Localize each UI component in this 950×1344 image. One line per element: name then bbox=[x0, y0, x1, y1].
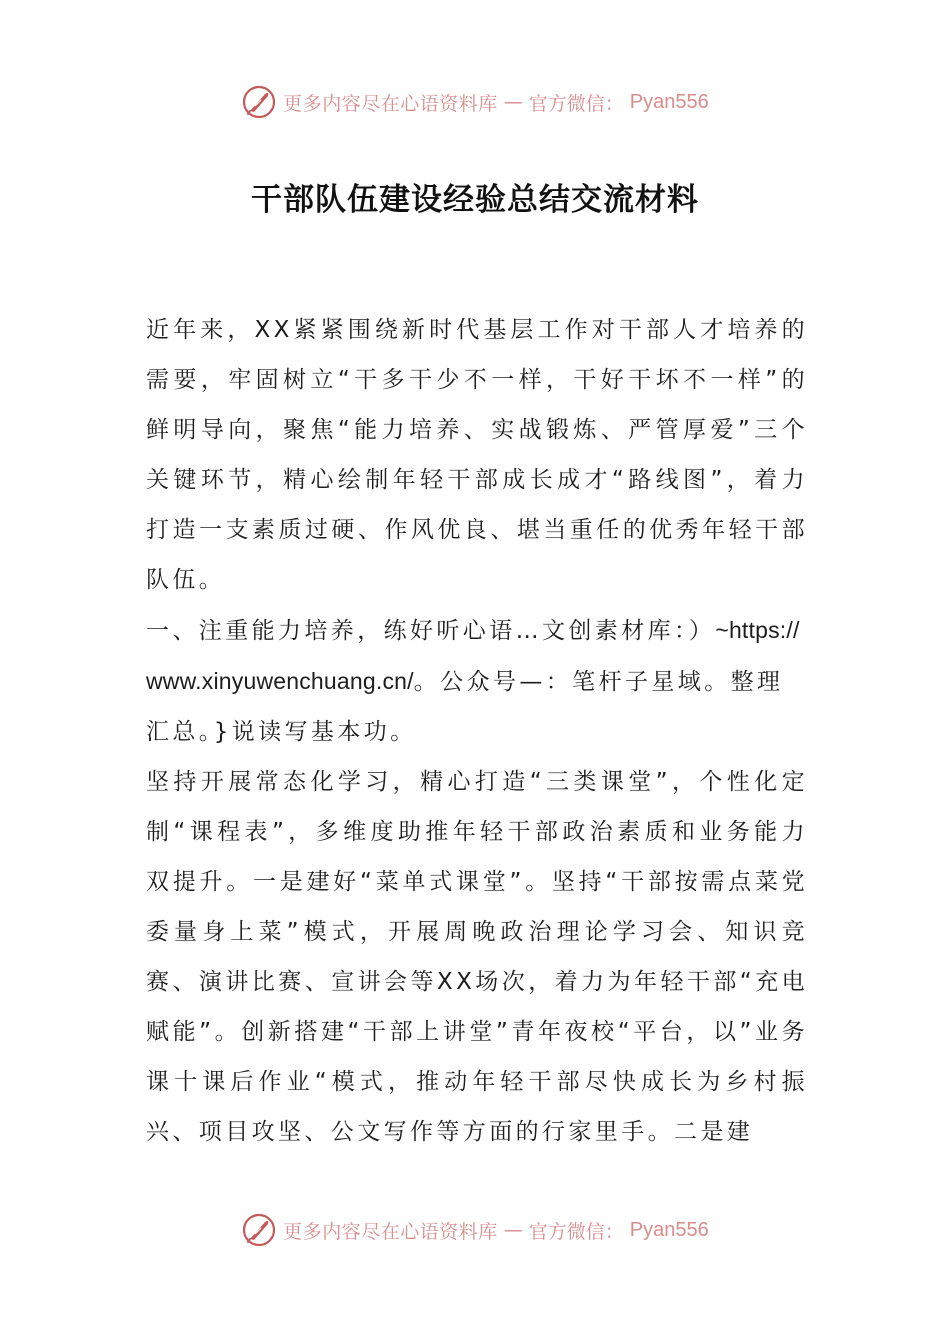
section-body-paragraph: 坚持开展常态化学习，精心打造“三类课堂”，个性化定制“课程表”，多维度助推年轻干部政治素质和业务能力双提升。一是建好“菜单式课堂”。坚持“干部按需点菜党委量身上菜”模式，开展周晚政治理论学习会、知识竞赛、演讲比赛、宣讲会等XX场次，着力为年轻干部“充电赋能”。创新搭建“干部上讲堂”青年夜校“平台，以”业务课十课后作业“模式，推动年轻干部尽快成长为乡村振兴、项目攻坚、公文写作等方面的行家里手。二是建 bbox=[146, 769, 808, 1145]
watermark-separator: — bbox=[503, 91, 523, 113]
document-body bbox=[146, 305, 808, 1157]
intro-paragraph: 近年来，XX紧紧围绕新时代基层工作对干部人才培养的需要，牢固树立“干多干少不一样，干好干坏不一样”的鲜明导向，聚焦“能力培养、实战锻炼、严管厚爱”三个关键环节，精心绘制年轻干部成长成才“路线图”，着力打造一支素质过硬、作风优良、堪当重任的优秀年轻干部队伍。 bbox=[146, 317, 808, 593]
watermark-contact-id: Pyan556 bbox=[629, 1218, 709, 1241]
watermark-text: 更多内容尽在心语资料库 bbox=[283, 92, 498, 115]
watermark-contact-label: 官方微信： bbox=[528, 1220, 624, 1243]
watermark-separator: — bbox=[503, 1219, 523, 1241]
header-watermark bbox=[0, 82, 950, 122]
section-heading-url: ~https://www.xinyuwenchuang.cn/ bbox=[146, 617, 800, 694]
section-heading-suffix: 。公众号—：笔杆子星域。整理汇总。}说读写基本功。 bbox=[146, 669, 784, 745]
footer-watermark bbox=[0, 1210, 950, 1250]
watermark-contact-label: 官方微信： bbox=[528, 92, 624, 115]
quill-pen-logo-icon bbox=[241, 1212, 277, 1248]
section-heading-prefix: 一、注重能力培养，练好听心语…文创素材库：） bbox=[146, 618, 716, 644]
quill-pen-logo-icon bbox=[241, 84, 277, 120]
watermark-contact-id: Pyan556 bbox=[629, 90, 709, 113]
document-title: 干部队伍建设经验总结交流材料 bbox=[251, 182, 699, 218]
watermark-text: 更多内容尽在心语资料库 bbox=[283, 1220, 498, 1243]
section-heading bbox=[146, 605, 808, 757]
